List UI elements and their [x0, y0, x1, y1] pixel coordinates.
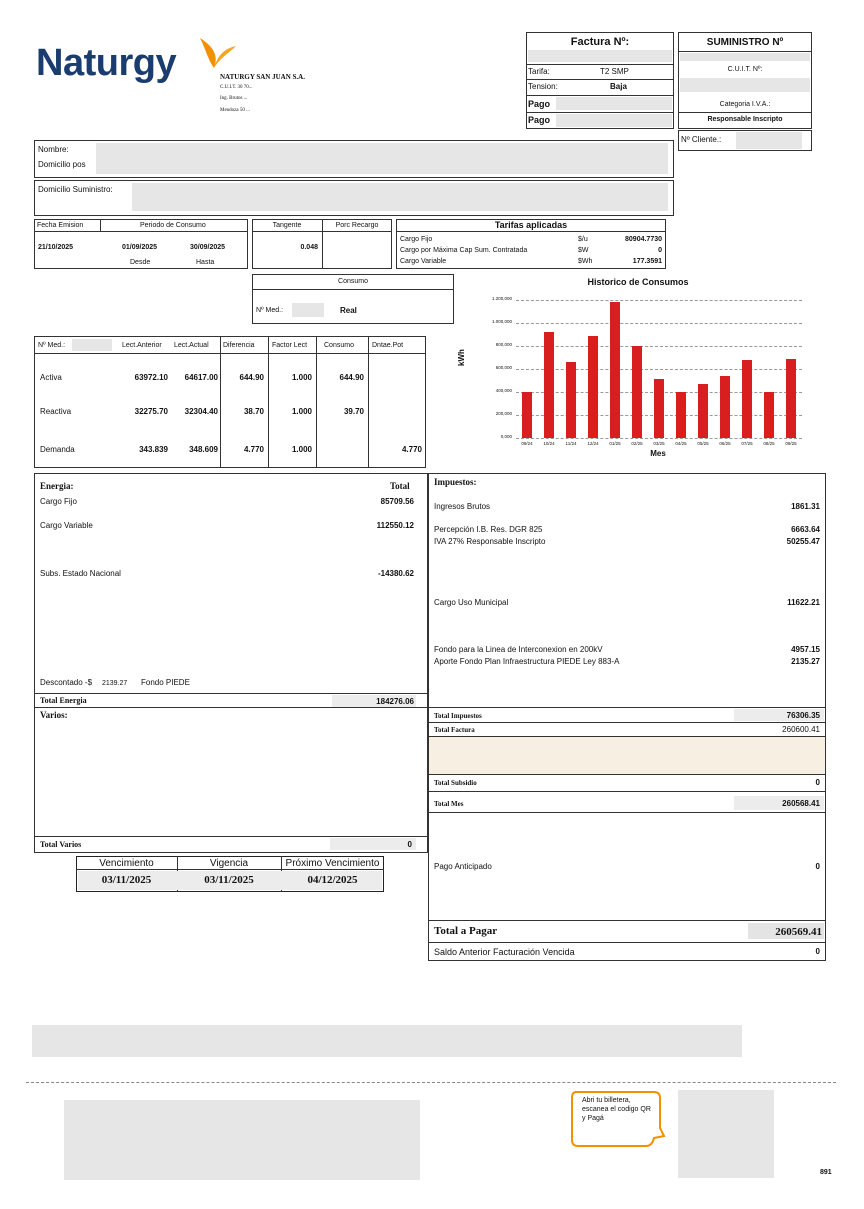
impuesto-row-0-value: 1861.31 — [791, 502, 820, 511]
energia-row-2-value: -14380.62 — [377, 569, 414, 578]
nombre-label: Nombre: — [38, 145, 69, 154]
chart-ylabel: kWh — [457, 349, 466, 366]
tarifas-title: Tarifas aplicadas — [494, 220, 568, 230]
tarifa-row-1-unit: $W — [578, 247, 589, 254]
meter-cell: 39.70 — [343, 407, 364, 416]
suministro-label: SUMINISTRO Nº — [706, 37, 784, 48]
chart-x-tick-label: 01/25 — [609, 441, 621, 446]
meter-header-cons: Consumo — [324, 342, 354, 349]
recargo-label: Porc Recargo — [335, 222, 379, 229]
meter-header-pot: Dntae.Pot — [372, 342, 404, 349]
vencimiento-date: 03/11/2025 — [101, 874, 152, 886]
tarifa-row-1-value: 0 — [658, 247, 662, 254]
impuesto-row-3-value: 11622.21 — [787, 598, 820, 607]
meter-cell: 343.839 — [139, 445, 168, 454]
impuesto-row-5-value: 2135.27 — [791, 657, 820, 666]
impuesto-row-4-value: 4957.15 — [791, 645, 820, 654]
total-a-pagar-label: Total a Pagar — [434, 925, 498, 937]
impuesto-row-2-label: IVA 27% Responsable Inscripto — [434, 537, 546, 546]
saldo-anterior-label: Saldo Anterior Facturación Vencida — [434, 947, 575, 957]
impuesto-row-0-label: Ingresos Brutos — [434, 502, 491, 511]
tarifa-row-1-label: Cargo por Máxima Cap Sum. Contratada — [400, 247, 528, 254]
fondo-piede-label: Fondo PIEDE — [141, 678, 190, 687]
company-line-1: C.U.I.T. 30 70... — [220, 85, 253, 90]
chart-x-tick-label: 04/25 — [675, 441, 687, 446]
categoria-label: Categoria I.V.A.: — [719, 101, 771, 108]
fecha-emision: 21/10/2025 — [38, 244, 74, 251]
chart-y-tick-label: 600,000 — [495, 365, 512, 370]
chart-x-tick-label: 03/25 — [653, 441, 665, 446]
meter-row-activa: Activa — [40, 373, 62, 382]
consumo-title: Consumo — [338, 278, 368, 285]
chart-x-tick-label: 08/25 — [763, 441, 775, 446]
descontado-value: 2139.27 — [102, 680, 128, 687]
meter-header-nmed: Nº Med.: — [38, 342, 66, 349]
tangente-value: 0.048 — [300, 244, 318, 251]
chart-bar — [654, 379, 664, 438]
desde-label: Desde — [130, 259, 151, 266]
chart-bar — [720, 376, 730, 438]
vigencia-date: 03/11/2025 — [204, 874, 254, 886]
impuesto-row-2-value: 50255.47 — [786, 537, 820, 546]
chart-bar — [698, 384, 708, 438]
total-subsidio-label: Total Subsidio — [434, 779, 477, 787]
barcode-redacted — [32, 1025, 742, 1057]
chart-gridline — [516, 369, 802, 370]
cuit-label: C.U.I.T. Nº: — [727, 66, 763, 73]
meter-header-dif: Diferencia — [223, 342, 255, 349]
meter-cell: 32275.70 — [134, 407, 168, 416]
chart-bar — [632, 346, 642, 438]
tarifa-row-2-label: Cargo Variable — [400, 258, 447, 265]
tarifa-row-2-value: 177.3591 — [632, 258, 662, 265]
meter-cell: 32304.40 — [184, 407, 218, 416]
chart-x-tick-label: 05/25 — [697, 441, 709, 446]
chart-y-tick-label: 0,000 — [500, 434, 512, 439]
impuesto-row-3-label: Cargo Uso Municipal — [434, 598, 509, 607]
chart-x-tick-label: 12/24 — [587, 441, 599, 446]
tarifa-row-0-label: Cargo Fijo — [400, 236, 433, 243]
chart-x-tick-label: 10/24 — [543, 441, 555, 446]
pago-label-2: Pago — [528, 115, 551, 125]
page-code: 891 — [820, 1169, 832, 1176]
meter-cell: 1.000 — [291, 445, 312, 454]
meter-header-ant: Lect.Anterior — [122, 342, 162, 349]
factura-number-redacted — [528, 50, 672, 62]
chart-bar — [742, 360, 752, 438]
cliente-label: Nº Cliente.: — [681, 135, 722, 144]
company-name: NATURGY SAN JUAN S.A. — [220, 73, 305, 81]
tangente-label: Tangente — [272, 222, 302, 229]
consumo-tipo: Real — [340, 306, 357, 315]
impuesto-row-5-label: Aporte Fondo Plan Infraestructura PIEDE Ley 883-A — [434, 657, 620, 666]
chart-x-tick-label: 11/24 — [565, 441, 577, 446]
chart-bar — [786, 359, 796, 438]
energia-varios-box — [34, 473, 428, 853]
payment-stub-redacted — [64, 1100, 420, 1180]
total-mes-value: 260568.41 — [782, 799, 820, 808]
energia-row-0-label: Cargo Fijo — [40, 497, 77, 506]
total-varios-value: 0 — [407, 840, 412, 849]
meter-cell: 38.70 — [243, 407, 264, 416]
impuestos-title: Impuestos: — [434, 477, 477, 487]
proximo-vencimiento-date: 04/12/2025 — [307, 874, 358, 886]
chart-y-tick-label: 200,000 — [495, 411, 512, 416]
energia-row-1-value: 112550.12 — [376, 521, 414, 530]
meter-cell: 4.770 — [243, 445, 264, 454]
chart-gridline — [516, 438, 802, 439]
chart-x-tick-label: 09/24 — [521, 441, 533, 446]
chart-bar — [764, 392, 774, 438]
vencimiento-header: Vencimiento — [99, 858, 154, 869]
chart-bar — [566, 362, 576, 438]
chart-gridline — [516, 346, 802, 347]
chart-y-tick-label: 800,000 — [495, 342, 512, 347]
wallet-text: Abri tu billetera, escanea el codigo QR y Pagá — [582, 1097, 651, 1122]
chart-x-tick-label: 09/25 — [785, 441, 797, 446]
vigencia-header: Vigencia — [209, 858, 249, 869]
total-varios-label: Total Varios — [40, 840, 82, 849]
company-line-3: Mendoza 50 ... — [220, 108, 250, 113]
chart-y-tick-label: 1.200,000 — [491, 296, 512, 301]
tarifa-label: Tarifa: — [528, 67, 550, 76]
tension-value: Baja — [610, 82, 627, 91]
hasta-label: Hasta — [196, 259, 215, 266]
tension-label: Tension: — [528, 82, 558, 91]
chart-bar — [610, 302, 620, 438]
meter-cell: 348.609 — [189, 445, 218, 454]
energia-total-header: Total — [390, 481, 410, 491]
chart-x-tick-label: 06/25 — [719, 441, 731, 446]
tarifa-row-2-unit: $Wh — [578, 258, 593, 265]
energia-row-2-label: Subs. Estado Nacional — [40, 569, 121, 578]
chart-gridline — [516, 300, 802, 301]
tarifa-row-0-unit: $/u — [578, 236, 588, 243]
total-a-pagar-value: 260569.41 — [775, 926, 822, 938]
chart-bar — [588, 336, 598, 438]
saldo-anterior-value: 0 — [815, 947, 820, 956]
consumo-nmed-label: Nº Med.: — [256, 307, 284, 314]
total-energia-label: Total Energia — [40, 696, 87, 705]
descontado-label: Descontado -$ — [40, 678, 93, 687]
meter-cell: 4.770 — [401, 445, 422, 454]
meter-cell: 63972.10 — [134, 373, 168, 382]
meter-cell: 1.000 — [291, 373, 312, 382]
meter-cell: 644.90 — [339, 373, 364, 382]
meter-header-fac: Factor Lect — [272, 342, 308, 349]
categoria-value: Responsable Inscripto — [707, 116, 783, 123]
chart-x-tick-label: 07/25 — [741, 441, 753, 446]
chart-gridline — [516, 323, 802, 324]
total-energia-value: 184276.06 — [376, 697, 414, 706]
energia-row-1-label: Cargo Variable — [40, 521, 93, 530]
chart-bar — [544, 332, 554, 438]
proximo-vencimiento-header: Próximo Vencimiento — [285, 858, 380, 869]
periodo-label: Periodo de Consumo — [140, 222, 206, 229]
chart-xlabel: Mes — [650, 449, 666, 458]
periodo-hasta: 30/09/2025 — [190, 244, 226, 251]
meter-cell: 1.000 — [291, 407, 312, 416]
total-mes-label: Total Mes — [434, 800, 464, 808]
total-impuestos-label: Total Impuestos — [434, 712, 482, 720]
chart-x-tick-label: 02/25 — [631, 441, 643, 446]
impuesto-row-4-label: Fondo para la Linea de Interconexion en 200kV — [434, 645, 603, 654]
pago-label-1: Pago — [528, 99, 551, 109]
total-factura-value: 260600.41 — [782, 725, 820, 734]
brand-leaf-icon — [196, 36, 238, 70]
cut-line — [26, 1082, 836, 1083]
factura-label: Factura Nº: — [570, 36, 630, 48]
meter-cell: 644.90 — [239, 373, 264, 382]
meter-row-demanda: Demanda — [40, 445, 75, 454]
meter-cell: 64617.00 — [184, 373, 218, 382]
tarifa-row-0-value: 80904.7730 — [625, 236, 662, 243]
total-impuestos-value: 76306.35 — [786, 711, 820, 720]
varios-title: Varios: — [40, 710, 68, 720]
chart-y-tick-label: 1.000,000 — [491, 319, 512, 324]
energia-row-0-value: 85709.56 — [380, 497, 414, 506]
total-factura-label: Total Factura — [434, 726, 475, 734]
energia-title: Energia: — [40, 481, 74, 491]
qr-code-redacted — [678, 1090, 774, 1178]
meter-row-reactiva: Reactiva — [40, 407, 72, 416]
impuesto-row-1-label: Percepción I.B. Res. DGR 825 — [434, 525, 543, 534]
pago-anticipado-value: 0 — [815, 862, 820, 871]
tarifa-value: T2 SMP — [600, 67, 629, 76]
impuesto-row-1-value: 6663.64 — [791, 525, 820, 534]
brand-logo: Naturgy — [36, 42, 177, 84]
fecha-emision-label: Fecha Emision — [37, 222, 84, 229]
chart-bar — [676, 392, 686, 438]
domicilio-suministro-label: Domicilio Suministro: — [38, 185, 113, 194]
chart-bar — [522, 392, 532, 438]
periodo-desde: 01/09/2025 — [122, 244, 158, 251]
company-line-2: Ing. Brutos ... — [220, 96, 248, 101]
domicilio-postal-label: Domicilio pos — [38, 160, 86, 169]
meter-header-act: Lect.Actual — [174, 342, 209, 349]
chart-title: Historico de Consumos — [587, 277, 689, 287]
pago-anticipado-label: Pago Anticipado — [434, 862, 492, 871]
chart-y-tick-label: 400,000 — [495, 388, 512, 393]
total-subsidio-value: 0 — [815, 778, 820, 787]
